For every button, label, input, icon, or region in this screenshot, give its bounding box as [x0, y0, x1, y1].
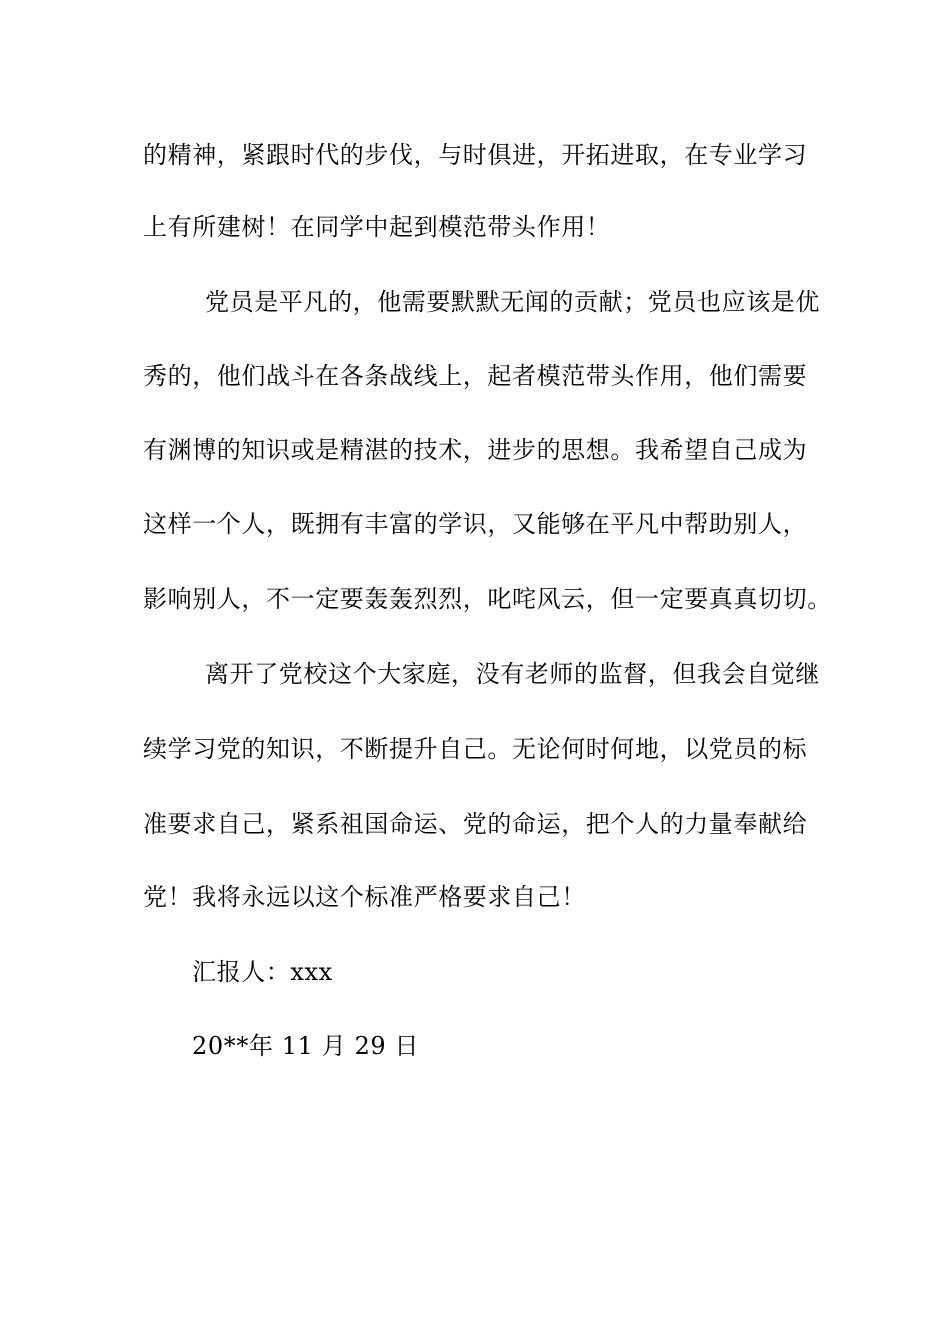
paragraph-line-9: 续学习党的知识，不断提升自己。无论何时何地，以党员的标	[143, 735, 808, 763]
reporter-signature: 汇报人：xxx	[192, 958, 333, 986]
paragraph-line-3: 党员是平凡的，他需要默默无闻的贡献；党员也应该是优	[205, 288, 820, 316]
report-date: 20**年 11 月 29 日	[192, 1032, 420, 1060]
paragraph-line-7: 影响别人，不一定要轰轰烈烈，叱咤风云，但一定要真真切切。	[143, 585, 832, 613]
paragraph-line-11: 党！我将永远以这个标准严格要求自己！	[143, 883, 586, 911]
paragraph-line-4: 秀的，他们战斗在各条战线上，起者模范带头作用，他们需要	[143, 362, 808, 390]
paragraph-line-5: 有渊博的知识或是精湛的技术，进步的思想。我希望自己成为	[143, 436, 808, 464]
paragraph-line-6: 这样一个人，既拥有丰富的学识，又能够在平凡中帮助别人，	[143, 510, 808, 538]
paragraph-line-2: 上有所建树！在同学中起到模范带头作用！	[143, 213, 611, 241]
paragraph-line-1: 的精神，紧跟时代的步伐，与时俱进，开拓进取，在专业学习	[143, 141, 808, 169]
paragraph-line-10: 准要求自己，紧系祖国命运、党的命运，把个人的力量奉献给	[143, 810, 808, 838]
paragraph-line-8: 离开了党校这个大家庭，没有老师的监督，但我会自觉继	[205, 660, 820, 688]
